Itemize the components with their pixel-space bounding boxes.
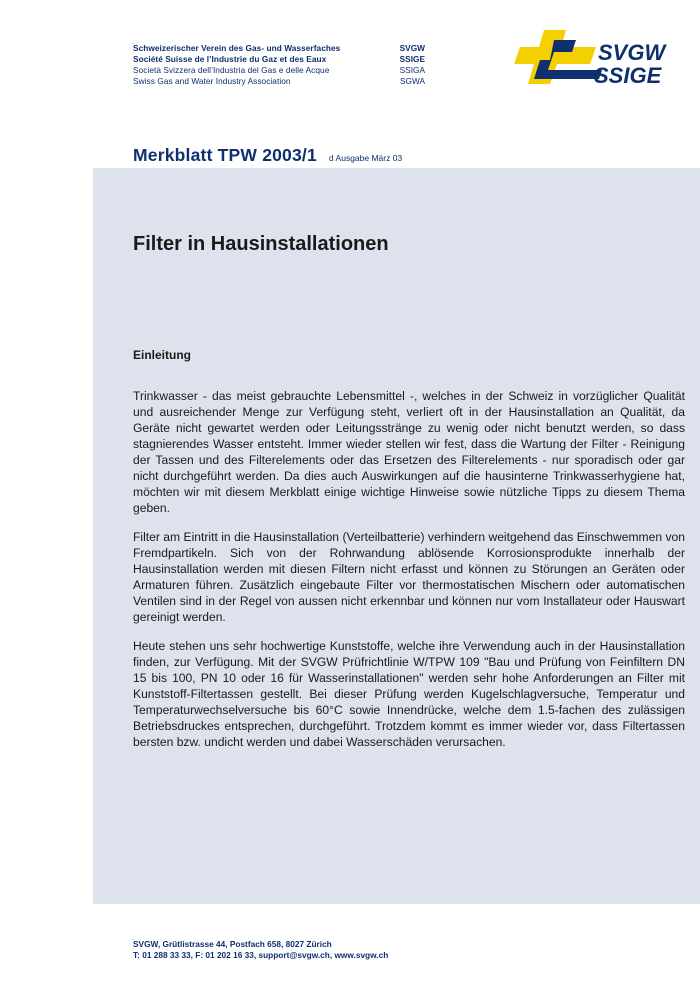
organization-row <box>133 64 425 75</box>
paragraph: Heute stehen uns sehr hochwertige Kunststoffe, welche ihre Verwendung auch in der Hausinstallation finden, zur Verfügung. Mit der SVGW Prüfrichtlinie W/TPW 109 "Bau und Prüfung von Feinfiltern DN 15 bis 100, PN 10 oder 16 für Wasserinstallationen" werden sehr hohe Anforderungen an Filter mit Kunststoff-Filtertassen gestellt. Bei dieser Prüfung werden Kugelschlagversuche, Temperatur und Temperaturwechselversuche bis 60°C sowie Innendrücke, welche dem 1.5-fachen des zulässigen Betriebsdruckes entsprechen, durchgeführt. Trotzdem kommt es immer wieder vor, dass Filtertassen bersten bzw. undicht werden und dabei Wasserschäden verursachen. <box>133 639 685 749</box>
page-title: Filter in Hausinstallationen <box>133 233 389 255</box>
organization-abbr-en: SGWA <box>399 75 425 86</box>
organization-list <box>133 42 425 86</box>
document-reference <box>133 145 402 166</box>
paragraph: Trinkwasser - das meist gebrauchte Lebensmittel -, welches in der Schweiz in vorzüglicher Qualität und ausreichender Menge zur Verfügung steht, verliert oft in der Hausinstallation an Qualität, da Geräte nicht gewartet werden oder Leitungsstränge zu wenig oder nicht benutzt werden, so dass stagnierendes Wasser entsteht. Immer wieder stellen wir fest, dass die Wartung der Filter - Reinigung der Tassen und des Filterelements oder das Ersetzen des Filterelements - nur sporadisch oder gar nicht durchgeführt werden. Da dies auch Auswirkungen auf die hausinterne Trinkwasserhygiene hat, möchten wir mit diesem Merkblatt einige wichtige Hinweise sowie nützliche Tipps zu diesem Thema geben. <box>133 389 685 515</box>
organization-name-en: Swiss Gas and Water Industry Association <box>133 75 291 86</box>
organization-row <box>133 42 425 53</box>
footer-contact: T: 01 288 33 33, F: 01 202 16 33, support@svgw.ch, www.svgw.ch <box>133 950 389 960</box>
organization-name-it: Società Svizzera dell’Industria del Gas e delle Acque <box>133 64 330 75</box>
organization-name-fr: Société Suisse de l’Industrie du Gaz et des Eaux <box>133 53 327 64</box>
edition-label: d Ausgabe März 03 <box>328 153 403 163</box>
paragraph: Filter am Eintritt in die Hausinstallation (Verteilbatterie) verhindern weitgehend das Einschwemmen von Fremdpartikeln. Sich von der Rohrwandung ablösende Korrosionsprodukte innerhalb der Hausinstallation werden mit diesen Filtern nicht erfasst und können zu Störungen an Geräten oder Armaturen führen. Zusätzlich eingebaute Filter vor thermostatischen Mischern oder automatischen Ventilen sind in der Regel von aussen nicht erkennbar und können nur vom Installateur oder Hauswart gereinigt werden. <box>133 530 685 624</box>
logo-text-svgw: SVGW <box>598 40 666 65</box>
section-heading: Einleitung <box>133 348 191 362</box>
organization-row <box>133 53 425 64</box>
footer-address: SVGW, Grütlistrasse 44, Postfach 658, 8027 Zürich <box>133 939 332 949</box>
logo-text-ssige: SSIGE <box>594 63 662 88</box>
organization-name-de: Schweizerischer Verein des Gas- und Wasserfaches <box>133 42 341 53</box>
svgw-ssige-logo <box>514 30 684 92</box>
body-text <box>133 388 685 763</box>
organization-row <box>133 75 425 86</box>
organization-abbr-fr: SSIGE <box>399 53 425 64</box>
footer <box>133 939 388 961</box>
merkblatt-number: Merkblatt TPW 2003/1 <box>133 145 317 165</box>
organization-abbr-de: SVGW <box>399 42 425 53</box>
organization-abbr-it: SSIGA <box>399 64 425 75</box>
